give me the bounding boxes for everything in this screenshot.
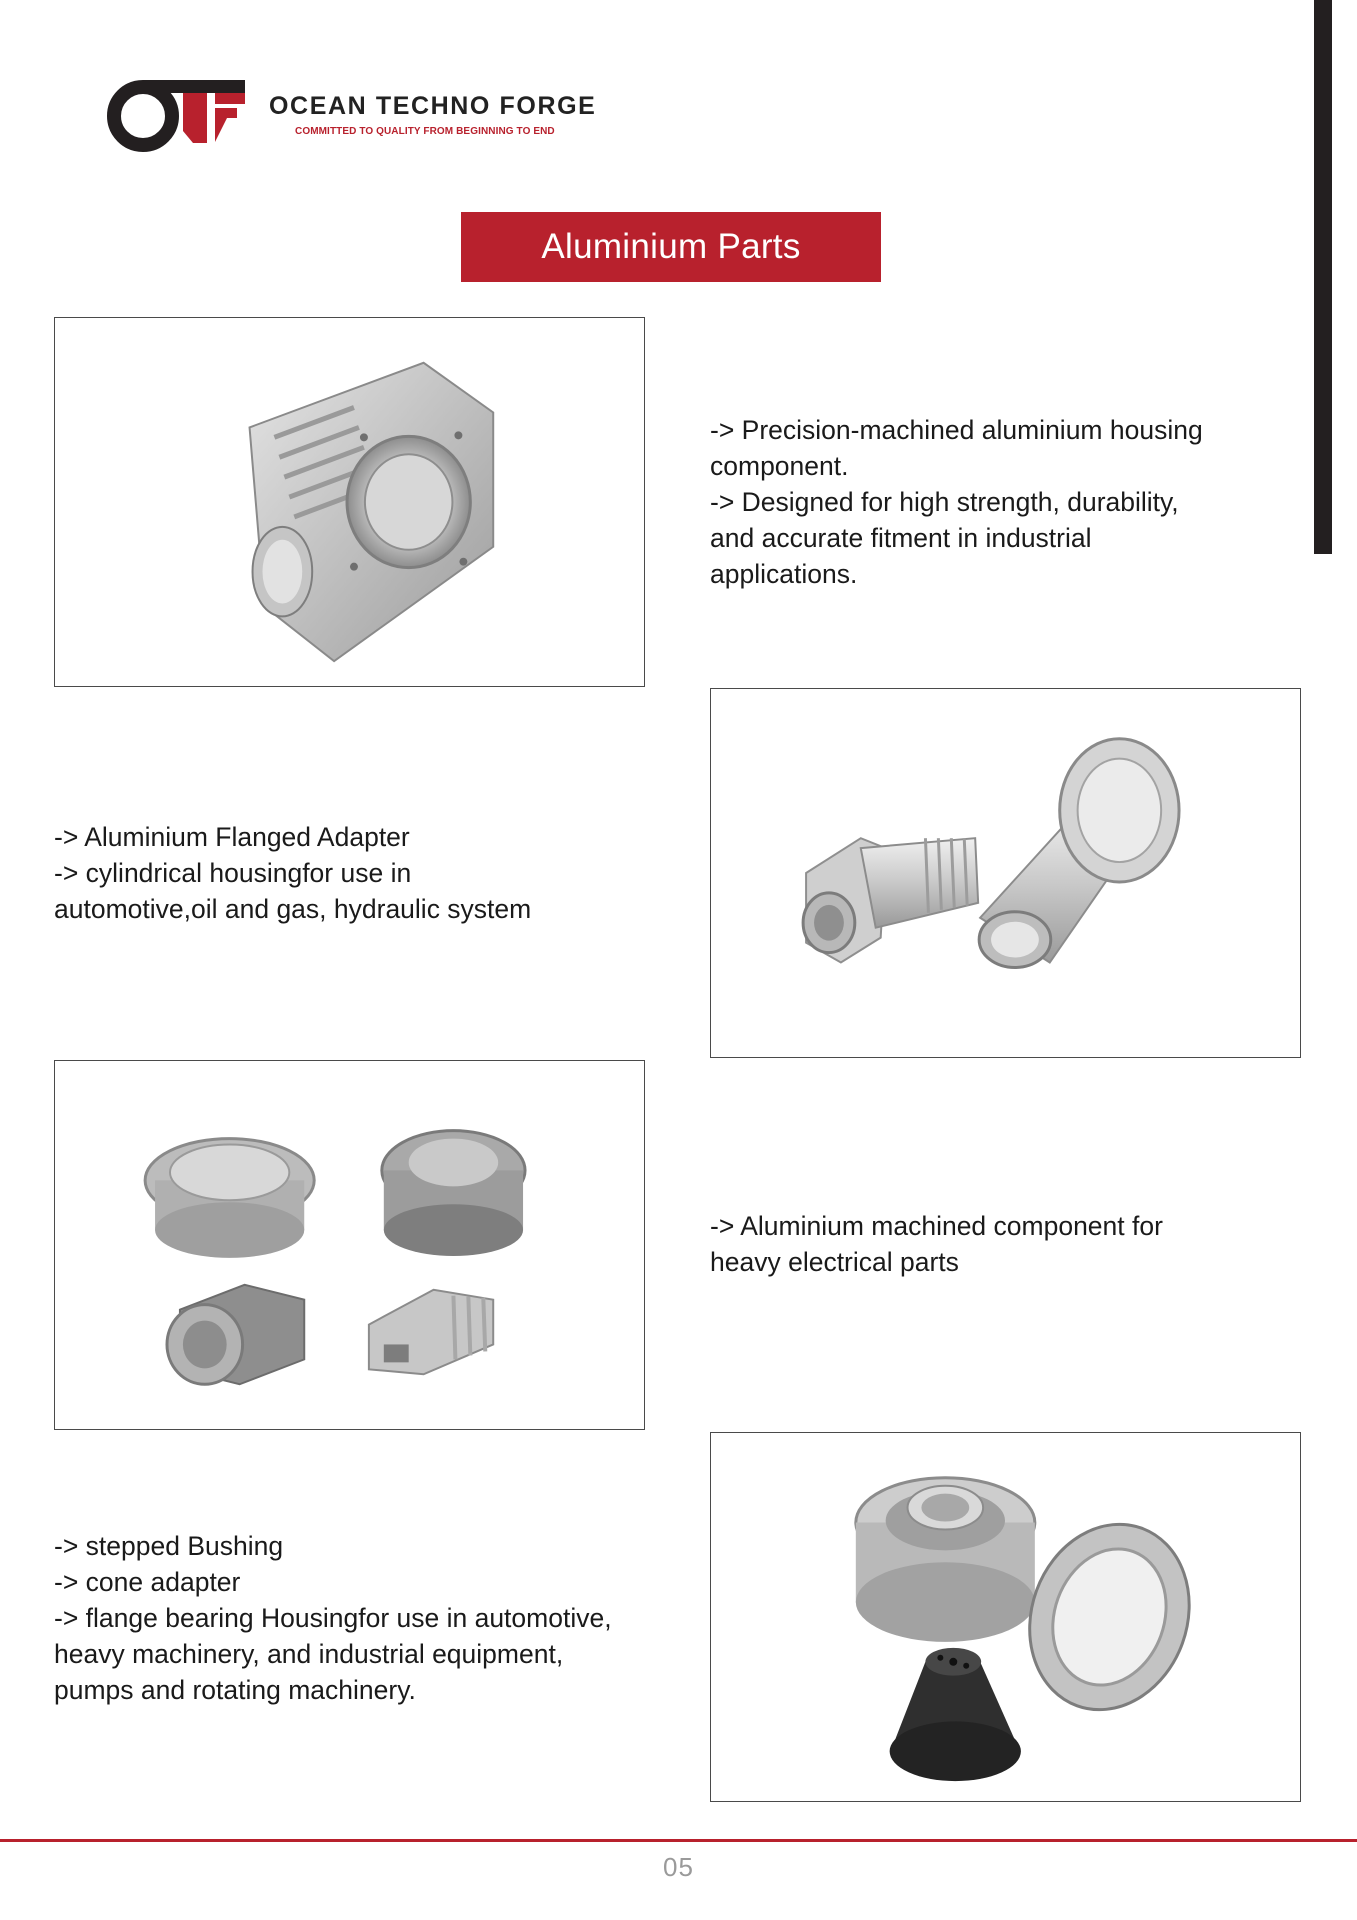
- otf-monogram-icon: [105, 76, 250, 156]
- title-banner: [461, 212, 881, 282]
- product-description-4: [54, 1528, 612, 1708]
- description-line: -> cone adapter: [54, 1567, 241, 1597]
- description-line: -> Precision-machined aluminium housing: [710, 415, 1203, 445]
- electrical-fittings-illustration: [55, 1061, 644, 1429]
- footer-divider: [0, 1839, 1357, 1842]
- product-image-gearbox-housing: [54, 317, 645, 687]
- description-line: -> Aluminium Flanged Adapter: [54, 822, 410, 852]
- description-line: -> Aluminium machined component for: [710, 1211, 1163, 1241]
- product-image-flanged-adapter: [710, 688, 1301, 1058]
- description-line: heavy electrical parts: [710, 1247, 959, 1277]
- description-line: component.: [710, 451, 849, 481]
- description-line: -> stepped Bushing: [54, 1531, 284, 1561]
- company-logo: [105, 76, 625, 156]
- company-tagline: COMMITTED TO QUALITY FROM BEGINNING TO END: [295, 126, 555, 137]
- gearbox-housing-illustration: [55, 318, 644, 686]
- page-title: Aluminium Parts: [541, 227, 801, 266]
- product-image-bushing-cone-housing: [710, 1432, 1301, 1802]
- bushing-cone-housing-illustration: [711, 1433, 1300, 1801]
- description-line: -> cylindrical housingfor use in: [54, 858, 412, 888]
- flanged-adapter-illustration: [711, 689, 1300, 1057]
- product-description-3: [710, 1208, 1163, 1280]
- page-number: 05: [663, 1852, 694, 1882]
- side-accent-bar: [1314, 0, 1332, 554]
- product-description-2: [54, 819, 531, 927]
- description-line: automotive,oil and gas, hydraulic system: [54, 894, 532, 924]
- description-line: and accurate fitment in industrial: [710, 523, 1092, 553]
- product-image-electrical-fittings: [54, 1060, 645, 1430]
- description-line: -> Designed for high strength, durability,: [710, 487, 1179, 517]
- company-name: OCEAN TECHNO FORGE: [269, 92, 597, 120]
- product-description-1: [710, 412, 1203, 592]
- description-line: -> flange bearing Housingfor use in automotive,: [54, 1603, 612, 1633]
- description-line: applications.: [710, 559, 858, 589]
- description-line: pumps and rotating machinery.: [54, 1675, 416, 1705]
- description-line: heavy machinery, and industrial equipment,: [54, 1639, 564, 1669]
